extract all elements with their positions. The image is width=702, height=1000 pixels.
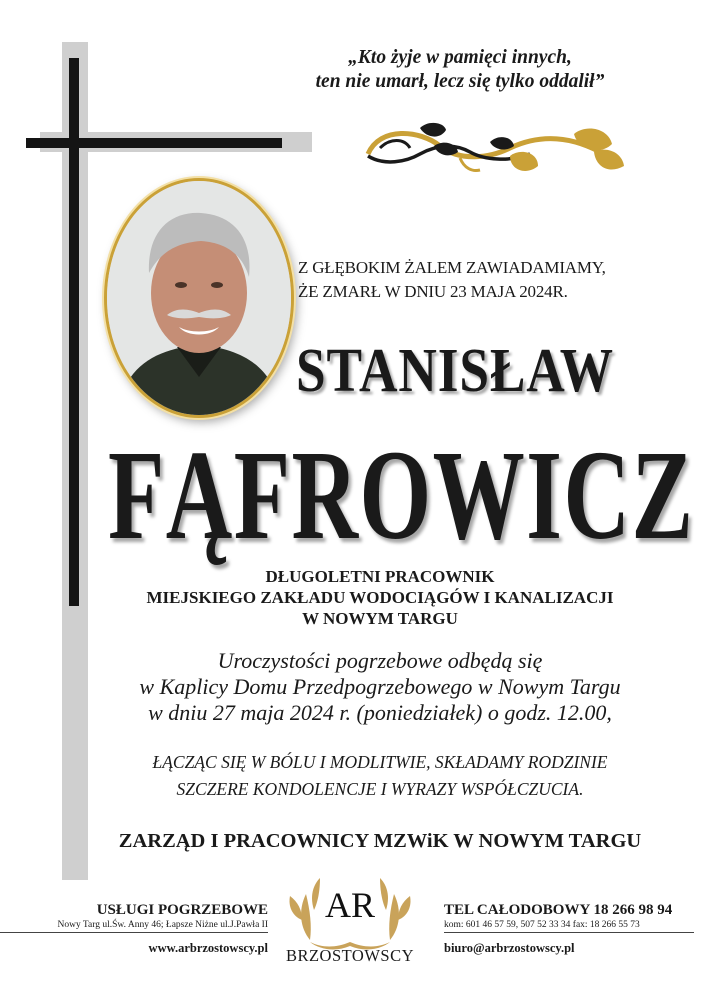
logo-initials: AR <box>324 885 375 925</box>
position-line: W NOWYM TARGU <box>302 609 458 628</box>
funeral-services-title: USŁUGI POGRZEBOWE <box>96 902 268 918</box>
footer-left <box>0 902 268 956</box>
position-description <box>90 566 670 629</box>
email-link[interactable]: biuro@arbrzostowscy.pl <box>444 941 575 955</box>
ceremony-line: w Kaplicy Domu Przedpogrzebowego w Nowym Targu <box>139 674 621 699</box>
portrait-photo <box>104 178 294 418</box>
first-name: STANISŁAW <box>296 337 614 405</box>
portrait-image <box>107 181 291 415</box>
logo-name: BRZOSTOWSCY <box>285 946 415 965</box>
vine-ornament-icon <box>360 118 640 188</box>
condolence-text <box>90 749 670 803</box>
position-line: DŁUGOLETNI PRACOWNIK <box>265 567 495 586</box>
last-name: FĄFROWICZ <box>108 424 695 566</box>
condolence-line: ŁĄCZĄC SIĘ W BÓLU I MODLITWIE, SKŁADAMY RODZINIE <box>152 752 608 772</box>
announcement-line: Z GŁĘBOKIM ŻALEM ZAWIADAMIAMY, <box>298 258 606 277</box>
footer-divider <box>0 932 268 933</box>
condolence-line: SZCZERE KONDOLENCJE I WYRAZY WSPÓŁCZUCIA. <box>176 779 584 799</box>
contact-numbers: kom: 601 46 57 59, 507 52 33 34 fax: 18 266 55 73 <box>444 920 640 930</box>
motto-line: ten nie umarł, lecz się tylko oddalił” <box>315 71 605 92</box>
motto-line: „Kto żyje w pamięci innych, <box>348 47 572 68</box>
phone-title: TEL CAŁODOBOWY 18 266 98 94 <box>444 902 673 918</box>
position-line: MIEJSKIEGO ZAKŁADU WODOCIĄGÓW I KANALIZACJI <box>146 588 614 607</box>
announcement <box>298 256 638 304</box>
signature: ZARZĄD I PRACOWNICY MZWiK W NOWYM TARGU <box>118 830 642 852</box>
motto <box>250 46 670 94</box>
footer-divider <box>444 932 694 933</box>
ceremony-info <box>90 648 670 726</box>
funeral-services-address: Nowy Targ ul.Św. Anny 46; Łapsze Niżne ul.J.Pawła II <box>57 920 268 930</box>
website-link[interactable]: www.arbrzostowscy.pl <box>148 941 268 955</box>
cross-bar <box>26 138 282 148</box>
footer-right <box>444 902 694 956</box>
ceremony-line: w dniu 27 maja 2024 r. (poniedziałek) o godz. 12.00, <box>148 700 612 725</box>
ceremony-line: Uroczystości pogrzebowe odbędą się <box>217 648 543 673</box>
announcement-line: ŻE ZMARŁ W DNIU 23 MAJA 2024R. <box>298 282 568 301</box>
